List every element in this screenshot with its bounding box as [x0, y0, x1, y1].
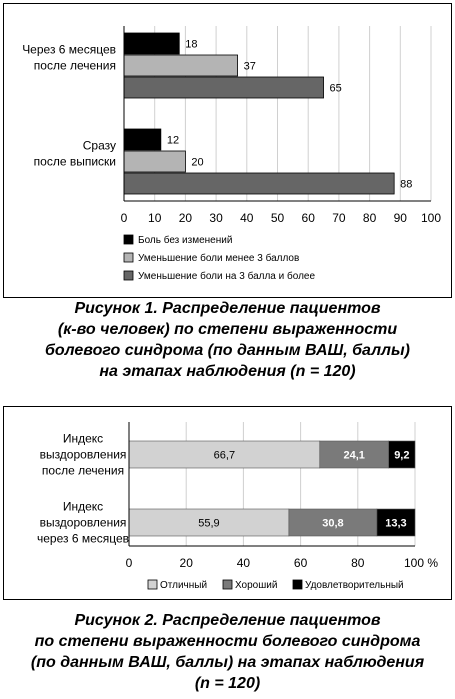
tick-label: 30 — [209, 211, 223, 225]
figure1-caption-line: на этапах наблюдения (n = 120) — [99, 363, 356, 380]
figure1-caption-line: (к-во человек) по степени выраженности — [57, 321, 398, 338]
figure1-caption-line: Рисунок 1. Распределение пациентов — [74, 300, 381, 317]
category-label: Через 6 месяцев — [22, 42, 116, 57]
figure2-caption-line: (по данным ВАШ, баллы) на этапах наблюдения — [30, 654, 425, 671]
tick-label: 40 — [236, 556, 251, 570]
tick-label: 50 — [270, 211, 285, 225]
data-label: 20 — [191, 156, 204, 169]
data-label: 13,3 — [385, 517, 407, 530]
category-label: после лечения — [33, 58, 116, 73]
tick-label: 80 — [351, 556, 365, 570]
data-label: 18 — [185, 38, 198, 51]
tick-label: 0 — [125, 556, 133, 570]
data-label: 30,8 — [322, 517, 344, 530]
category-label: Сразу — [82, 138, 116, 153]
category-label: после выписки — [33, 154, 116, 169]
legend-label: Уменьшение боли на 3 балла и более — [138, 271, 316, 282]
data-label: 9,2 — [394, 449, 410, 462]
figure2-caption-line: Рисунок 2. Распределение пациентов — [74, 612, 381, 629]
data-label: 66,7 — [213, 449, 236, 462]
tick-label: 70 — [332, 211, 346, 225]
tick-label: 20 — [179, 556, 193, 570]
legend-label: Хороший — [235, 580, 278, 591]
category-label: Индекс — [62, 431, 104, 446]
legend-swatch — [223, 580, 232, 589]
data-label: 88 — [400, 178, 413, 191]
legend-swatch — [293, 580, 302, 589]
tick-label: 0 — [120, 211, 128, 225]
data-label: 12 — [166, 134, 180, 147]
figure2-caption-line: по степени выраженности болевого синдрома — [34, 633, 421, 650]
tick-label: 20 — [178, 211, 193, 225]
tick-label: 10 — [148, 211, 162, 225]
category-label: через 6 месяцев — [36, 531, 130, 546]
legend-swatch — [148, 580, 157, 589]
category-label: выздоровления — [39, 515, 127, 530]
figure2-caption-line: (n = 120) — [194, 675, 261, 692]
legend-label: Удовлетворительный — [305, 580, 404, 591]
legend-label: Боль без изменений — [138, 235, 233, 246]
data-label: 24,1 — [343, 449, 365, 462]
data-label: 55,9 — [198, 517, 220, 530]
tick-label: 100 — [420, 211, 442, 225]
category-label: выздоровления — [39, 447, 127, 462]
data-label: 37 — [243, 60, 256, 73]
figure1-caption-line: болевого синдрома (по данным ВАШ, баллы) — [44, 342, 410, 359]
tick-label: 90 — [393, 211, 407, 225]
legend-label: Отличный — [160, 580, 208, 591]
category-label: после лечения — [41, 463, 125, 478]
tick-label: 80 — [362, 211, 377, 225]
figure2-caption — [0, 610, 455, 694]
tick-label: 100 % — [403, 556, 439, 570]
tick-label: 40 — [240, 211, 254, 225]
legend-label: Уменьшение боли менее 3 баллов — [138, 253, 300, 264]
data-label: 65 — [329, 82, 342, 95]
tick-label: 60 — [293, 556, 308, 570]
category-label: Индекс — [62, 499, 104, 514]
tick-label: 60 — [301, 211, 315, 225]
